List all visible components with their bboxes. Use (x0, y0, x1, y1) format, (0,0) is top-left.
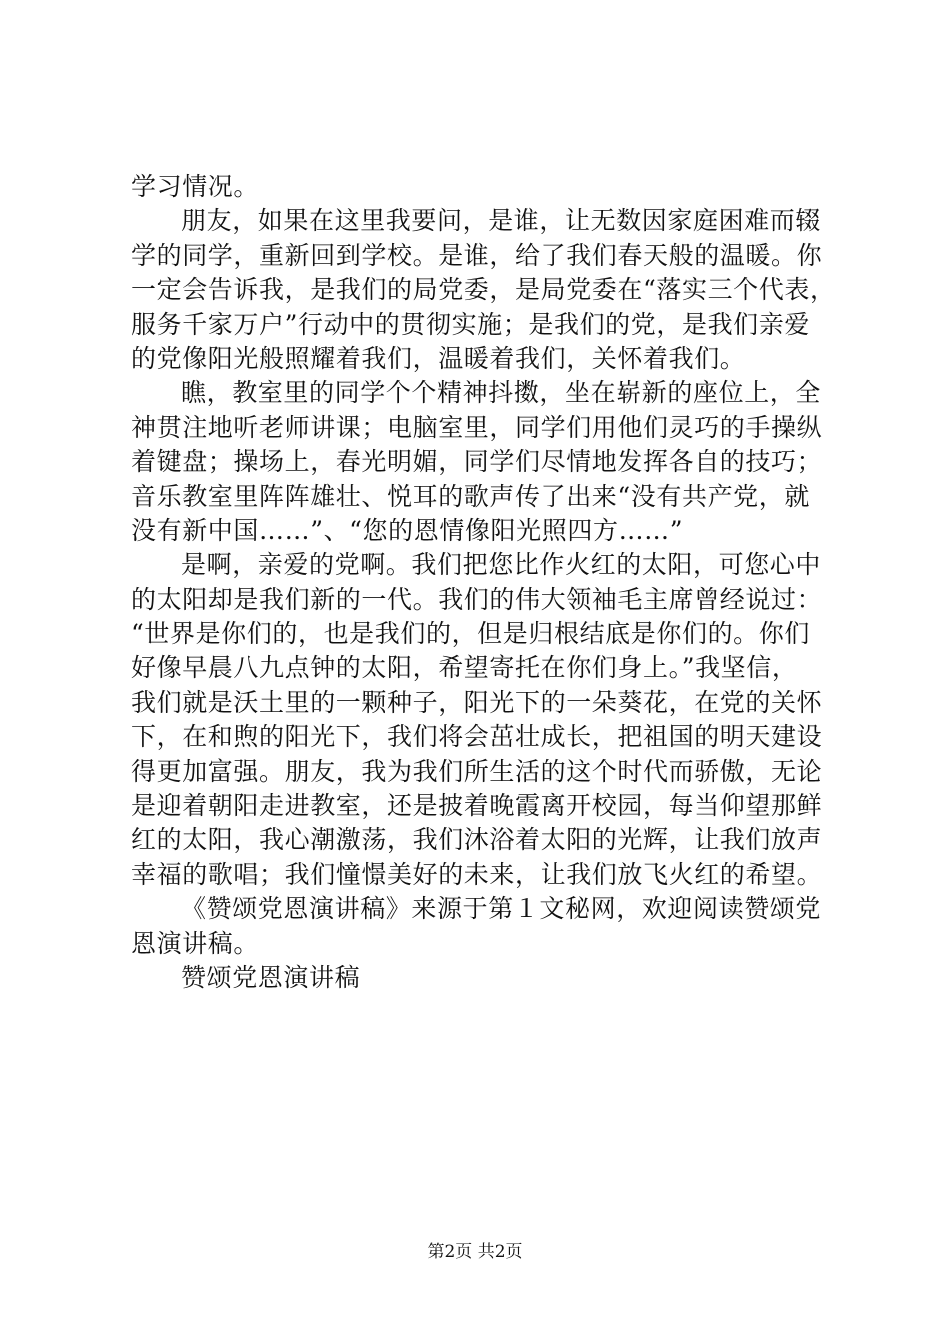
text-line: 着键盘；操场上，春光明媚，同学们尽情地发挥各自的技巧； (131, 447, 823, 477)
text-line: 恩演讲稿。 (131, 928, 260, 958)
text-line: 红的太阳，我心潮激荡，我们沐浴着太阳的光辉，让我们放声 (131, 825, 823, 855)
text-line: 朋友，如果在这里我要问，是谁，让无数因家庭困难而辍 (181, 206, 822, 236)
text-line: 学习情况。 (131, 172, 260, 201)
text-line: 没有新中国……”、“您的恩情像阳光照四方……” (131, 515, 684, 545)
text-line: 的党像阳光般照耀着我们，温暖着我们，关怀着我们。 (131, 343, 746, 373)
document-body (131, 170, 836, 995)
text-line: “世界是你们的，也是我们的，但是归根结底是你们的。你们 (131, 619, 810, 649)
text-line: 《赞颂党恩演讲稿》来源于第１文秘网，欢迎阅读赞颂党 (181, 894, 822, 924)
text-line: 神贯注地听老师讲课；电脑室里，同学们用他们灵巧的手操纵 (131, 412, 823, 442)
text-line: 下，在和煦的阳光下，我们将会茁壮成长，把祖国的明天建设 (131, 722, 823, 752)
text-line: 瞧，教室里的同学个个精神抖擞，坐在崭新的座位上，全 (181, 378, 822, 408)
page-footer: 第2页 共2页 (427, 1242, 523, 1262)
text-line: 得更加富强。朋友，我为我们所生活的这个时代而骄傲，无论 (131, 756, 823, 786)
text-line: 好像早晨八九点钟的太阳，希望寄托在你们身上。”我坚信， (131, 653, 798, 683)
text-line: 幸福的歌唱；我们憧憬美好的未来，让我们放飞火红的希望。 (131, 859, 823, 889)
text-line: 的太阳却是我们新的一代。我们的伟大领袖毛主席曾经说过： (131, 584, 823, 614)
text-line: 是迎着朝阳走进教室，还是披着晚霞离开校园，每当仰望那鲜 (131, 791, 823, 821)
text-line: 我们就是沃土里的一颗种子，阳光下的一朵葵花，在党的关怀 (131, 687, 823, 717)
text-line: 服务千家万户”行动中的贯彻实施；是我们的党，是我们亲爱 (131, 309, 810, 339)
text-line: 赞颂党恩演讲稿 (181, 962, 361, 992)
text-line: 一定会告诉我，是我们的局党委，是局党委在“落实三个代表， (131, 275, 836, 305)
text-line: 学的同学，重新回到学校。是谁，给了我们春天般的温暖。你 (131, 240, 823, 270)
text-line: 音乐教室里阵阵雄壮、悦耳的歌声传了出来“没有共产党，就 (131, 481, 810, 511)
text-line: 是啊，亲爱的党啊。我们把您比作火红的太阳，可您心中 (181, 550, 822, 580)
